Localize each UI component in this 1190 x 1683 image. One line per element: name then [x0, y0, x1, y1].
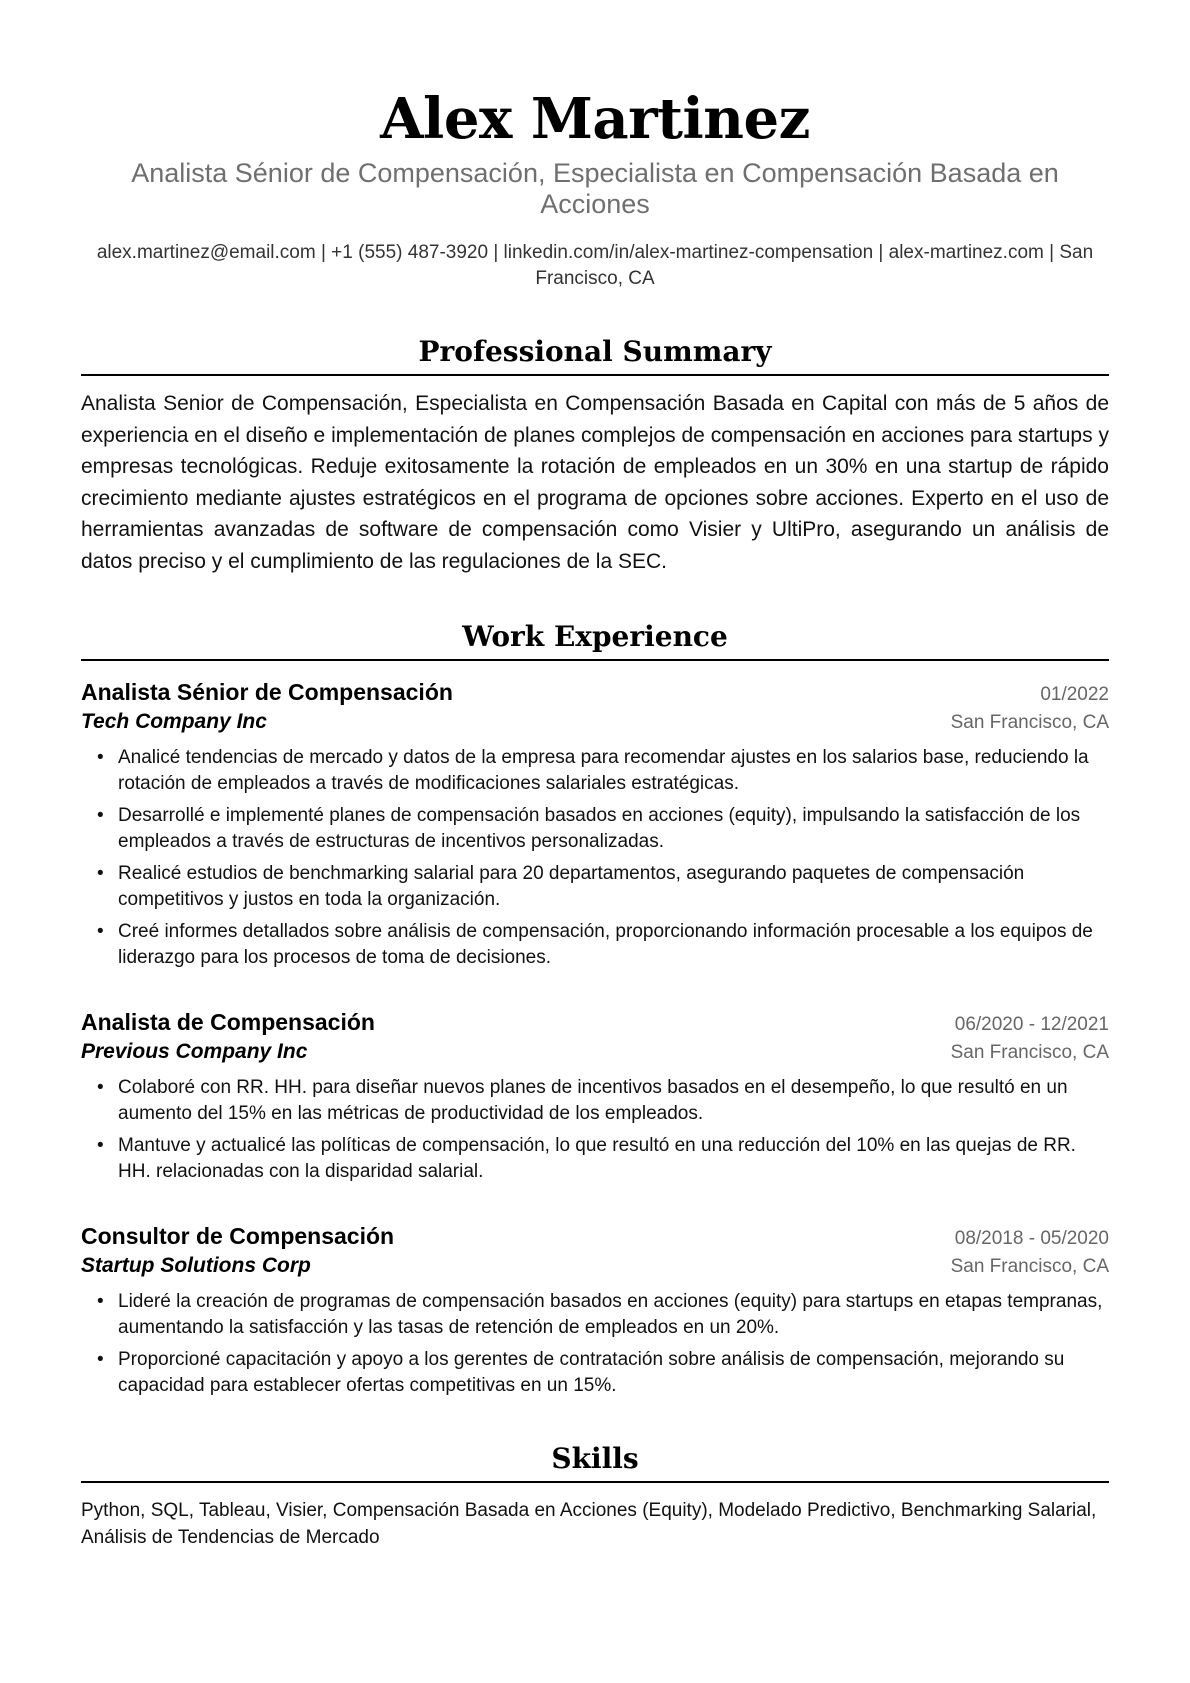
bullet-item: [81, 803, 1109, 855]
bullet-dot-icon: •: [97, 1077, 104, 1098]
bullet-item: [81, 919, 1109, 971]
bullet-text: Analicé tendencias de mercado y datos de la empresa para recomendar ajustes en los salarios base, reduciendo la rotación de empleados a través de modificaciones salariales estratégicas.: [118, 747, 1089, 794]
job-company: Tech Company Inc: [81, 710, 267, 733]
bullet-item: [81, 861, 1109, 913]
bullet-dot-icon: •: [97, 1135, 104, 1156]
skills-heading: Skills: [81, 1441, 1109, 1483]
bullet-item: [81, 1075, 1109, 1127]
job-location: San Francisco, CA: [950, 1042, 1109, 1063]
bullet-dot-icon: •: [97, 1291, 104, 1312]
job-dates: 08/2018 - 05/2020: [954, 1228, 1109, 1249]
bullet-text: Desarrollé e implementé planes de compensación basados en acciones (equity), impulsando la satisfacción de los empleados a través de estructuras de incentivos personalizadas.: [118, 805, 1081, 852]
summary-heading: Professional Summary: [81, 334, 1109, 376]
job-company-row: [81, 1251, 1109, 1281]
contact-line: alex.martinez@email.com | +1 (555) 487-3920 | linkedin.com/in/alex-martinez-compensation | alex-martinez.com | San Francisco, CA: [96, 242, 1094, 289]
bullet-dot-icon: •: [97, 863, 104, 884]
bullet-text: Proporcioné capacitación y apoyo a los gerentes de contratación sobre análisis de compensación, mejorando su capacidad para establecer ofertas competitivas en un 15%.: [118, 1349, 1065, 1396]
bullet-text: Mantuve y actualicé las políticas de compensación, lo que resultó en una reducción del 10% en las quejas de RR. HH. relacionadas con la disparidad salarial.: [118, 1135, 1076, 1182]
job-location: San Francisco, CA: [950, 1256, 1109, 1277]
bullet-item: [81, 745, 1109, 797]
summary-section: [81, 334, 1109, 577]
bullet-item: [81, 1289, 1109, 1341]
job-company-row: [81, 1037, 1109, 1067]
job-bullets: [81, 745, 1109, 971]
job-title: Analista de Compensación: [81, 1009, 375, 1035]
candidate-name: Alex Martinez: [380, 86, 810, 152]
resume-header: [81, 0, 1109, 292]
job-entry: [81, 677, 1109, 971]
job-company: Previous Company Inc: [81, 1040, 308, 1063]
experience-heading: Work Experience: [81, 619, 1109, 661]
bullet-item: [81, 1347, 1109, 1399]
job-bullets: [81, 1075, 1109, 1185]
job-dates: 06/2020 - 12/2021: [954, 1014, 1109, 1035]
job-entry: [81, 1221, 1109, 1399]
job-location: San Francisco, CA: [950, 712, 1109, 733]
bullet-text: Creé informes detallados sobre análisis de compensación, proporcionando información procesable a los equipos de liderazgo para los procesos de toma de decisiones.: [118, 921, 1093, 968]
job-header-row: [81, 1221, 1109, 1251]
job-title: Analista Sénior de Compensación: [81, 679, 453, 705]
experience-section: [81, 619, 1109, 1399]
skills-section: [81, 1441, 1109, 1551]
job-entry: [81, 1007, 1109, 1185]
bullet-text: Lideré la creación de programas de compensación basados en acciones (equity) para startups en etapas tempranas, aumentando la satisfacción y las tasas de retención de empleados en un 20%.: [118, 1291, 1103, 1338]
job-header-row: [81, 677, 1109, 707]
candidate-subtitle: Analista Sénior de Compensación, Especialista en Compensación Basada en Acciones: [131, 158, 1059, 219]
bullet-dot-icon: •: [97, 1349, 104, 1370]
job-bullets: [81, 1289, 1109, 1399]
job-header-row: [81, 1007, 1109, 1037]
bullet-text: Realicé estudios de benchmarking salarial para 20 departamentos, asegurando paquetes de compensación competitivos y justos en toda la organización.: [118, 863, 1025, 910]
job-company: Startup Solutions Corp: [81, 1254, 311, 1277]
bullet-item: [81, 1133, 1109, 1185]
summary-text: Analista Senior de Compensación, Especialista en Compensación Basada en Capital con más de 5 años de experiencia en el diseño e implementación de planes complejos de compensación en acciones para startups y empresas tecnológicas. Reduje exitosamente la rotación de empleados en un 30% en una startup de rápido crecimiento mediante ajustes estratégicos en el programa de opciones sobre acciones. Experto en el uso de herramientas avanzadas de software de compensación como Visier y UltiPro, asegurando un análisis de datos preciso y el cumplimiento de las regulaciones de la SEC.: [81, 392, 1109, 573]
skills-text: Python, SQL, Tableau, Visier, Compensación Basada en Acciones (Equity), Modelado Predictivo, Benchmarking Salarial, Análisis de Tendencias de Mercado: [81, 1500, 1097, 1548]
job-company-row: [81, 707, 1109, 737]
job-title: Consultor de Compensación: [81, 1223, 395, 1249]
bullet-dot-icon: •: [97, 921, 104, 942]
bullet-dot-icon: •: [97, 747, 104, 768]
bullet-dot-icon: •: [97, 805, 104, 826]
job-dates: 01/2022: [1040, 684, 1109, 705]
bullet-text: Colaboré con RR. HH. para diseñar nuevos planes de incentivos basados en el desempeño, lo que resultó en un aumento del 15% en las métricas de productividad de los empleados.: [118, 1077, 1068, 1124]
